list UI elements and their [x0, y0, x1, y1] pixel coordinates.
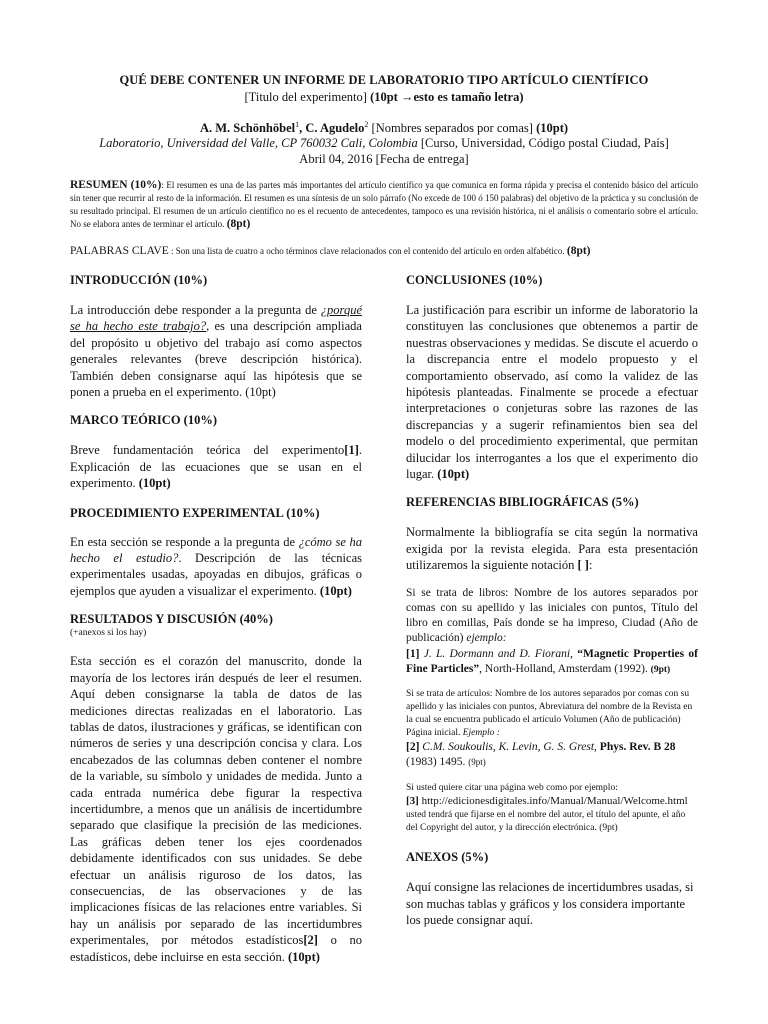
book-comma: ,: [570, 647, 578, 660]
abstract-label: RESUMEN (10%): [70, 179, 162, 191]
authors-note: [Nombres separados por comas]: [368, 121, 537, 136]
abstract-text: : El resumen es una de las partes más importantes del artículo científico ya que comunica en forma rápida y precisa el contenido básico del artículo sin tener que recurrir al resto de la información. El resumen es una síntesis de un solo párrafo (No excede de 100 ó 150 palabras) del objetivo de la práctica y su conclusión de su resultado principal. El resumen de un artículo científico no es el recuento de antecedentes, tampoco es una revisión histórica, ni el análisis o comentario sobre el artículo. No se elabora antes de terminar el artículo.: [70, 180, 698, 229]
book-ref-number: [1]: [406, 647, 420, 660]
authors-line: [60, 120, 708, 136]
author-separator: ,: [299, 121, 306, 136]
article-comma: ,: [594, 740, 600, 753]
anexos-heading: ANEXOS (5%): [406, 850, 489, 865]
proc-heading: PROCEDIMIENTO EXPERIMENTAL (10%): [70, 505, 320, 520]
references-intro-text: Normalmente la bibliografía se cita según la normativa exigida por la revista elegida. Para esta presentación utilizaremos la siguiente notación: [406, 525, 698, 573]
author-2: C. Agudelo: [305, 121, 365, 136]
marco-ref: [1]: [344, 443, 359, 458]
anexos-paragraph: Aquí consigne las relaciones de incertidumbres usadas, si son muchas tablas y gráficos y los considera importante los puede consignar aquí.: [406, 880, 694, 928]
marco-paragraph: [70, 442, 362, 491]
intro-text-2: , es una descripción ampliada del propósito u objetivo del trabajo así como aspectos generales relevantes (breve descripción histórica). También deben consignarse aquí las hipótesis que se ponen a prueba en el experimento. (10pt): [70, 319, 362, 400]
right-column: [406, 272, 698, 929]
intro-text-1: La introducción debe responder a la pregunta de: [70, 303, 321, 317]
subtitle-note: [Titulo del experimento]: [244, 90, 371, 104]
keywords-label: PALABRAS CLAVE: [70, 245, 169, 257]
results-ref: [2]: [303, 933, 318, 948]
conclusions-paragraph: [406, 302, 698, 482]
book-citation-rule: [406, 586, 698, 678]
results-size: (10pt): [287, 949, 320, 964]
proc-paragraph: [70, 534, 362, 600]
marco-text-1: Breve fundamentación teórica del experimento: [70, 443, 345, 458]
document-title: QUÉ DEBE CONTENER UN INFORME DE LABORATORIO TIPO ARTÍCULO CIENTÍFICO: [119, 73, 649, 87]
keywords-size: (8pt): [566, 245, 591, 257]
author-2-sup: 2: [364, 120, 369, 129]
intro-question: ¿porqué se ha hecho este trabajo?: [70, 303, 362, 334]
subtitle-size: (10pt →esto es tamaño letra): [370, 90, 524, 104]
abstract-block: [70, 179, 698, 231]
results-paragraph: [70, 653, 362, 965]
book-rule-text: Si se trata de libros: Nombre de los autores separados por comas con su apellido y las iniciales con puntos, Título del libro en comillas, País donde se ha impreso, Ciudad (Año de publicación): [406, 586, 698, 645]
affiliation-note: [Curso, Universidad, Código postal Ciudad, País]: [417, 136, 669, 150]
references-intro: [406, 524, 698, 573]
proc-question: ¿cómo se ha hecho el estudio?: [70, 534, 362, 566]
references-heading: REFERENCIAS BIBLIOGRÁFICAS (5%): [406, 495, 639, 510]
article-authors: C.M. Soukoulis, K. Levin, G. S. Grest: [419, 740, 595, 753]
marco-text-2: . Explicación de las ecuaciones que se usan en el experimento.: [70, 443, 362, 491]
proc-text-2: . Descripción de las técnicas experimentales usadas, apoyadas en dibujos, gráficas o ejemplos que ayuden a visualizar el experimento.: [70, 551, 362, 598]
web-url: http://edicionesdigitales.info/Manual/Manual/Welcome.html: [418, 795, 688, 808]
results-subheading: (+anexos si los hay): [70, 628, 147, 639]
article-year-page: (1983) 1495.: [406, 756, 469, 769]
article-example-label: Ejemplo :: [462, 727, 500, 738]
web-citation-rule: Si usted quiere citar una página web como por ejemplo:: [406, 783, 618, 794]
web-example: [406, 795, 698, 835]
article-rule-text: Si se trata de artículos: Nombre de los autores separados por comas con su apellido y las iniciales con puntos, Abreviatura del nombre de la Revista en la cual se encuentra publicado el artículo Volumen (Año de publicación) Página inicial.: [406, 688, 693, 738]
book-example-label: ejemplo:: [466, 632, 507, 645]
web-rule-text: usted tendrá que fijarse en el nombre del autor, el título del apunte, el año del Copyright del autor, y la dirección electrónica. (9pt): [406, 810, 686, 834]
keywords-text: : Son una lista de cuatro a ocho términos clave relacionados con el contenido del artículo en orden alfabético.: [168, 246, 567, 256]
book-publisher: , North-Holland, Amsterdam (1992).: [479, 662, 651, 675]
article-journal: Phys. Rev. B 28: [599, 740, 676, 753]
abstract-size: (8pt): [226, 218, 251, 230]
submission-date: Abril 04, 2016 [Fecha de entrega]: [299, 152, 469, 166]
article-ref-number: [2]: [406, 740, 420, 753]
book-authors: J. L. Dormann and D. Fiorani: [419, 647, 571, 660]
references-intro-colon: :: [588, 558, 593, 573]
authors-size: (10pt): [536, 121, 569, 136]
book-title: “Magnetic Properties of Fine Particles”: [406, 647, 699, 675]
marco-size: (10pt): [138, 476, 171, 491]
conclusions-text: La justificación para escribir un informe de laboratorio la constituyen las conclusiones que obtenemos a partir de nuestras observaciones y medidas. Se discute el acuerdo o la discrepancia entre el modelo propuesto y el comportamiento observado, así como la validez de las hipótesis planteadas. Finalmente se procede a efectuar interpretaciones o conjeturas sobre las razones de las discrepancias y a sugerir refinamientos bien sea del modelo o del procedimiento experimental, que permitan dilucidar los interrogantes a los que el experimento dio lugar.: [406, 303, 698, 482]
proc-text-1: En esta sección se responde a la pregunta de: [70, 534, 299, 549]
article-citation-rule: [406, 688, 698, 740]
results-heading: RESULTADOS Y DISCUSIÓN (40%): [70, 612, 273, 627]
author-1-sup: 1: [295, 120, 300, 129]
marco-heading: MARCO TEÓRICO (10%): [70, 413, 217, 428]
proc-size: (10pt): [319, 583, 352, 598]
document-subtitle: [60, 90, 708, 105]
left-column: [70, 272, 362, 965]
keywords-block: [70, 244, 698, 258]
results-text-1: Esta sección es el corazón del manuscrito, donde la mayoría de los lectores irán después de leer el resumen. Aquí deben consignarse la tabla de datos de las mediciones directas realizadas en el laboratorio. Las tablas de datos, ilustraciones y gráficas, se identifican con números de series y una descripción concisa y clara. Los encabezados de las columnas deben contener el nombre de la variable, su símbolo y unidades de medida. Junto a cada entrada numérica debe figurar la respectiva incertidumbre, a menos que un análisis de incertidumbre separado que clasifique la precisión de las mediciones. Las gráficas deben tener los ejes coordenados debidamente identificados con sus unidades. Se debe efectuar un análisis riguroso de los datos, las consecuencias, de las observaciones y de las implicaciones físicas de las relaciones entre variables. Si hay un análisis por separado de las incertidumbres experimentales, por métodos estadísticos: [70, 654, 362, 948]
intro-paragraph: [70, 302, 362, 400]
intro-heading: INTRODUCCIÓN (10%): [70, 273, 208, 287]
affiliation: Laboratorio, Universidad del Valle, CP 760032 Cali, Colombia: [99, 136, 418, 150]
book-size: (9pt): [650, 664, 671, 675]
affiliation-line: [60, 136, 708, 151]
article-example: [406, 740, 698, 770]
conclusions-heading: CONCLUSIONES (10%): [406, 273, 543, 287]
web-ref-number: [3]: [406, 795, 419, 808]
references-notation: [ ]: [577, 558, 589, 573]
results-text-2: o no estadísticos, debe incluirse en esta sección.: [70, 933, 363, 964]
author-1: A. M. Schönhöbel: [199, 121, 296, 136]
conclusions-size: (10pt): [437, 467, 470, 482]
article-size: (9pt): [468, 757, 486, 768]
